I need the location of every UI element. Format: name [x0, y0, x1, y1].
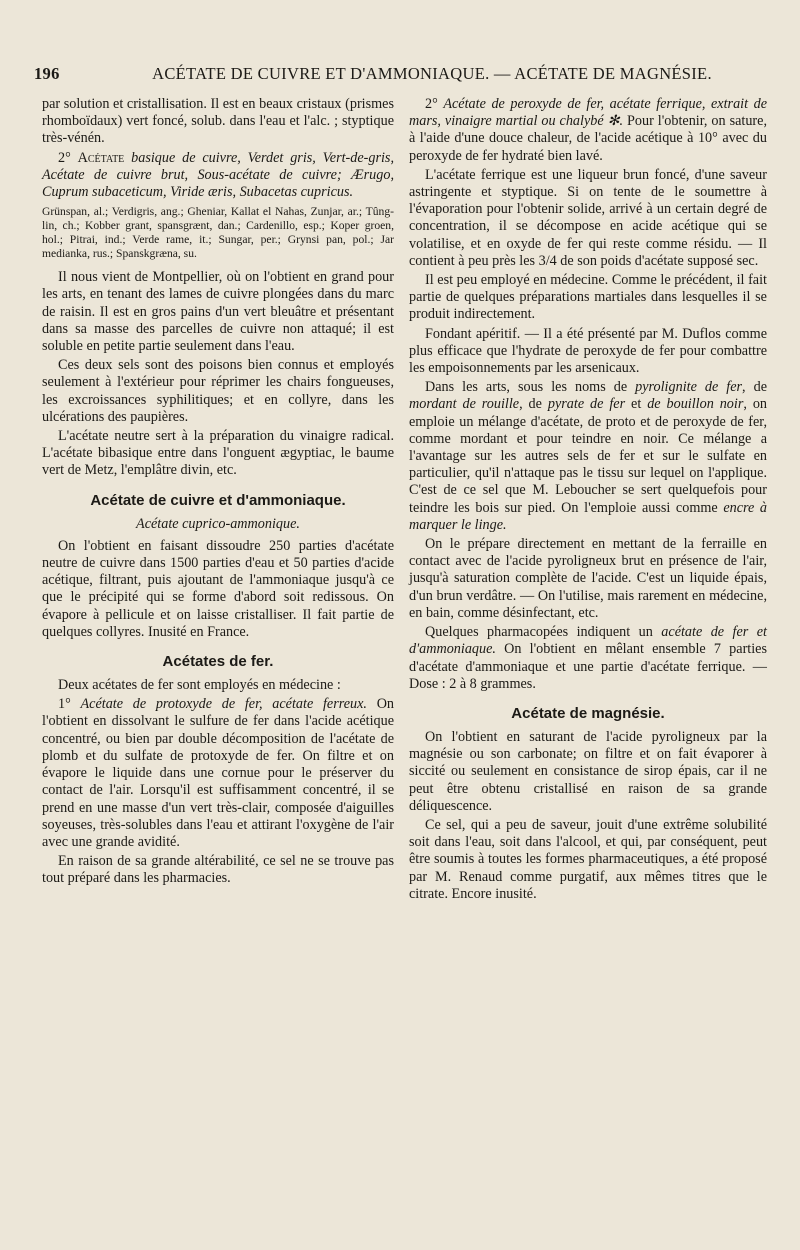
- paragraph: Il nous vient de Montpellier, où on l'obtient en grand pour les arts, en tenant des lames de cuivre plongées dans du marc de raisin. Il est en gros pains d'un vert bleuâtre et présentant dans sa masse des parcelles de cuivre non attaqué; il est soluble en petite partie seulement dans l'eau.: [42, 269, 394, 355]
- section-heading-acetates-fer: Acétates de fer.: [162, 653, 274, 671]
- paragraph: On l'obtient en faisant dissoudre 250 parties d'acétate neutre de cuivre dans 1500 parties d'eau et 50 parties d'acide acétique, filtrant, puis ajoutant de l'ammoniaque jusqu'à ce que le précipité qui se forme d'abord soit redissous. On évapore à pellicule et on laisse cristalliser. Il fait partie de quelques collyres. Inusité en France.: [42, 537, 394, 640]
- foreign-names: Grünspan, al.; Verdigris, ang.; Gheniar, Kallat el Nahas, Zunjar, ar.; Tûng-lin, ch.; Kobber grant, spansgrænt, dan.; Cardenillo, esp.; Koper groen, hol.; Pitrai, ind.; Verde rame, it.; Sungar, per.; Grynsi pan, pol.; Jar medianka, rus.; Spanskgræna, su.: [42, 205, 394, 261]
- paragraph-verdet-gris: 2° Acétate basique de cuivre, Verdet gris, Vert-de-gris, Acétate de cuivre brut, Sous-acétate de cuivre; Ærugo, Cuprum subaceticum, Viride æris, Subacetas cupricus.: [42, 149, 395, 201]
- paragraph-protoxyde: 1° Acétate de protoxyde de fer, acétate ferreux. On l'obtient en dissolvant le sulfure de fer dans l'acide acétique concentré, ou bien par double décomposition de l'acétate de plomb et du sulfate de protoxyde de fer. On filtre et on évapore le liquide dans une cornue pour le préserver du contact de l'air. Lorsqu'il est suffisamment concentré, il se prend en une masse d'un vert très-clair, composée d'aiguilles soyeuses, très-solubles dans l'eau et attirant l'oxygène de l'air avec une grande avidité.: [42, 696, 395, 850]
- left-column: [42, 96, 394, 890]
- paragraph: par solution et cristallisation. Il est en beaux cristaux (prismes rhomboïdaux) vert foncé, solub. dans l'eau et l'alc. ; styptique très-vénén.: [42, 96, 394, 147]
- term-acetate: Acétate: [77, 149, 125, 166]
- section-heading-cuivre-ammoniaque: Acétate de cuivre et d'ammoniaque.: [90, 491, 346, 509]
- paragraph-arts: Dans les arts, sous les noms de pyrolignite de fer, de mordant de rouille, de pyrate de fer et de bouillon noir, on emploie un mélange d'acétate, de proto et de peroxyde de fer, comme mordant et pour teindre en noir. Ce mélange a l'avantage sur les autres sels de fer et sur le sulfate en particulier, qu'il n'attaque pas le tissu sur lequel on l'applique. C'est de ce sel que M. Leboucher se sert quelquefois pour teindre les bois sur pied. On l'emploie aussi comme encre à marquer le linge.: [409, 379, 768, 533]
- page-header: [34, 64, 770, 86]
- section-subtitle: Acétate cuprico-ammonique.: [136, 515, 300, 532]
- paragraph: Ces deux sels sont des poisons bien connus et employés seulement à l'extérieur pour réprimer les chairs fongueuses, les excroissances syphilitiques; et en collyre, dans les ulcérations des paupières.: [42, 357, 394, 425]
- paragraph: L'acétate ferrique est une liqueur brun foncé, d'une saveur astringente et styptique. Si on tente de le soumettre à l'évaporation pour l'obtenir solide, arrivé à un certain degré de concentration, il se décompose en acide acétique qui se volatilise, et en oxyde de fer qui reste comme résidu. — Il contient à peu près les 3/4 de son poids d'acétate supposé sec.: [409, 166, 767, 269]
- paragraph: En raison de sa grande altérabilité, ce sel ne se trouve pas tout préparé dans les pharmacies.: [42, 853, 394, 887]
- paragraph: Il est peu employé en médecine. Comme le précédent, il fait partie de quelques préparations martiales dans lesquelles il se produit indirectement.: [409, 272, 767, 323]
- paragraph: Fondant apéritif. — Il a été présenté par M. Duflos comme plus efficace que l'hydrate de peroxyde de fer pour combattre les empoisonnements par les arsenicaux.: [409, 325, 767, 377]
- paragraph: On le prépare directement en mettant de la ferraille en contact avec de l'acide pyroligneux brut en présence de l'air, jusqu'à saturation complète de l'acide. C'est un liquide épais, d'un brun verdâtre. — On l'utilise, mais rarement en médecine, en bain, comme désinfectant, etc.: [409, 536, 767, 621]
- paragraph-ammoniaque: Quelques pharmacopées indiquent un acétate de fer et d'ammoniaque. On l'obtient en mêlant ensemble 7 parties d'acétate d'ammoniaque et une partie d'acétate ferrique. — Dose : 2 à 8 grammes.: [409, 624, 767, 692]
- page-number: 196: [34, 64, 60, 83]
- paragraph: L'acétate neutre sert à la préparation du vinaigre radical. L'acétate bibasique entre dans l'onguent ægyptiac, le baume vert de Metz, l'emplâtre divin, etc.: [42, 428, 394, 479]
- synonym-list: basique de cuivre, Verdet gris, Vert-de-gris, Acétate de cuivre brut, Sous-acétate de cuivre; Ærugo, Cuprum subaceticum, Viride æris, Subacetas cupricus.: [42, 149, 395, 201]
- section-heading-magnesie: Acétate de magnésie.: [511, 704, 665, 722]
- paragraph: Ce sel, qui a peu de saveur, jouit d'une extrême solubilité soit dans l'eau, soit dans l'alcool, et qui, par conséquent, peut être soumis à toutes les formes pharmaceutiques, a été proposé par M. Renaud comme purgatif, aux mêmes titres que le citrate. Encore inusité.: [409, 816, 767, 902]
- paragraph: On l'obtient en saturant de l'acide pyroligneux par la magnésie ou son carbonate; on filtre et on fait évaporer à siccité ou seulement en consistance de sirop épais, car il ne peut être obtenu cristallisé en raison de sa grande déliquescence.: [409, 728, 767, 814]
- right-column: [409, 96, 767, 905]
- running-title: ACÉTATE DE CUIVRE ET D'AMMONIAQUE. — ACÉTATE DE MAGNÉSIE.: [152, 64, 712, 83]
- paragraph: Deux acétates de fer sont employés en médecine :: [58, 677, 341, 694]
- paragraph-peroxyde: 2° Acétate de peroxyde de fer, acétate ferrique, extrait de mars, vinaigre martial ou chalybé ✻. Pour l'obtenir, on sature, à l'aide d'une douce chaleur, de l'acide acétique à 10° avec du peroxyde de fer hydraté bien lavé.: [409, 96, 767, 164]
